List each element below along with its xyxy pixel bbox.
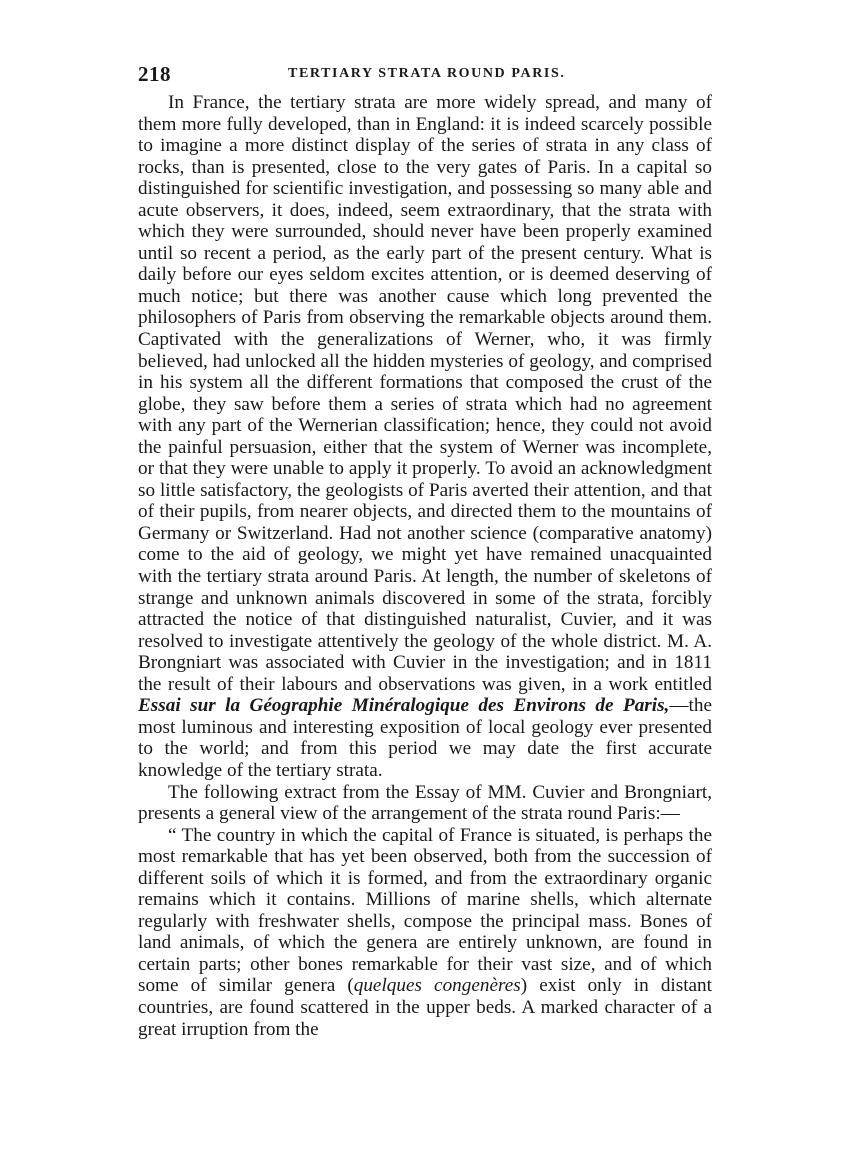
running-title: TERTIARY STRATA ROUND PARIS. (288, 66, 566, 81)
paragraph-france-strata: In France, the tertiary strata are more widely spread, and many of them more fully developed, than in England: it is indeed scarcely possible to imagine a more distinct display of the series of strata in any class of rocks, than is presented, close to the very gates of Paris. In a capital so distinguished for scientific investigation, and possessing so many able and acute observers, it does, indeed, seem extraordinary, that the strata with which they were surrounded, should never have been properly examined until so recent a period, as the early part of the present century. What is daily before our eyes seldom excites attention, or is deemed deserving of much notice; but there was another cause which long prevented the philosophers of Paris from observing the remarkable objects around them. Captivated with the generalizations of Werner, who, it was firmly believed, had unlocked all the hidden mysteries of geology, and comprised in his system all the different formations that composed the crust of the globe, they saw before them a series of strata which had no agreement with any part of the Wernerian classification; hence, they could not avoid the painful persuasion, either that the system of Werner was incomplete, or that they were unable to apply it properly. To avoid an acknowledgment so little satisfactory, the geologists of Paris averted their attention, and that of their pupils, from nearer objects, and directed them to the mountains of Germany or Switzerland. Had not another science (comparative anatomy) come to the aid of geology, we might yet have remained unacquainted with the tertiary strata around Paris. At length, the number of skeletons of strange and unknown animals discovered in some of the strata, forcibly attracted the notice of that distinguished naturalist, Cuvier, and it was resolved to investigate attentively the geology of the whole district. M. A. Brongniart was associated with Cuvier in the investigation; and in 1811 the result of their labours and observations was given, in a work entitled Essai sur la Géographie Minéralogique des Environs de Paris,—the most luminous and interesting exposition of local geology ever presented to the world; and from this period we may date the first accurate knowledge of the tertiary strata. (138, 92, 712, 781)
page-header (138, 62, 720, 86)
paragraph-extract-intro: The following extract from the Essay of MM. Cuvier and Brongniart, presents a general view of the arrangement of the strata round Paris:— (138, 781, 712, 825)
italic-phrase: quelques congenères (353, 975, 521, 997)
page-number: 218 (138, 62, 171, 86)
body-text (138, 92, 712, 1040)
essay-title: Essai sur la Géographie Minéralogique des Environs de Paris, (138, 695, 670, 717)
paragraph-quotation: “ The country in which the capital of France is situated, is perhaps the most remarkable that has yet been observed, both from the succession of different soils of which it is formed, and from the extraordinary organic remains which it contains. Millions of marine shells, which alternate regularly with freshwater shells, compose the principal mass. Bones of land animals, of which the genera are entirely unknown, are found in certain parts; other bones remarkable for their vast size, and of which some of similar genera (quelques congenères) exist only in distant countries, are found scattered in the upper beds. A marked character of a great irruption from the (138, 824, 712, 1040)
